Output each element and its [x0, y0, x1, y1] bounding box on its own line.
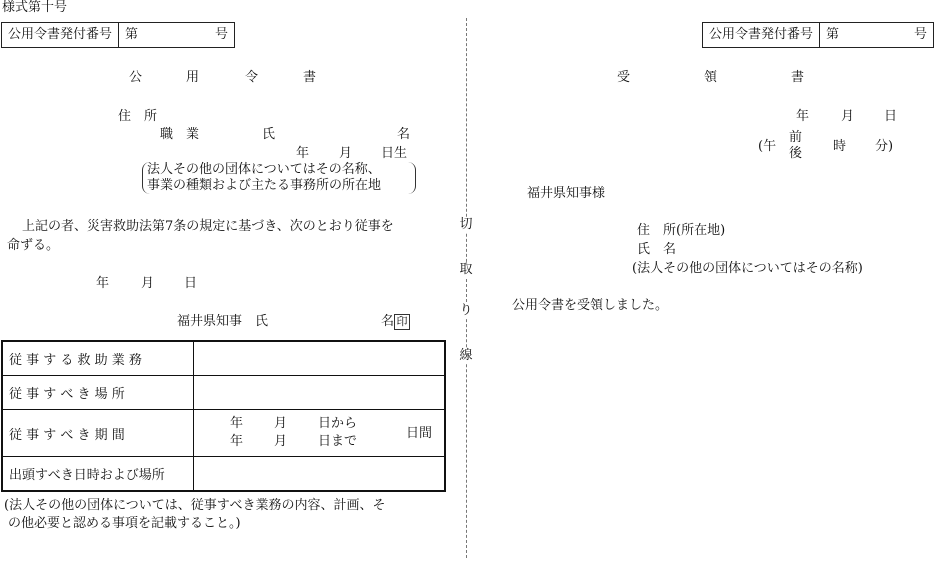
time-zen: 前	[789, 130, 803, 145]
duty-period-value	[194, 410, 446, 457]
left-title-char-4: 書	[303, 70, 317, 85]
address-label: 住 所	[118, 109, 158, 124]
left-title-char-3: 令	[245, 70, 259, 85]
period-from-month: 月	[274, 416, 288, 431]
cut-line	[466, 18, 467, 558]
table-row	[2, 457, 445, 492]
report-time-place-label: 出頭すべき日時および場所	[2, 457, 194, 492]
table-row	[2, 376, 445, 410]
table-row	[2, 341, 445, 376]
issue-go: 号	[913, 27, 927, 42]
receipt-date-year: 年	[796, 109, 810, 124]
corp-note-bracket	[142, 162, 416, 194]
duty-place-label: 従 事 す べ き 場 所	[2, 376, 194, 410]
period-days: 日間	[405, 426, 432, 441]
governor-mei-with-seal	[381, 314, 410, 330]
period-to-day: 日まで	[318, 434, 358, 449]
cutline-char-4: 線	[459, 348, 473, 363]
body-line-2: 命ずる。	[7, 238, 60, 253]
issue-number-field	[118, 23, 234, 47]
occupation-label: 職 業	[160, 127, 200, 142]
recipient-corp-note: (法人その他の団体についてはその名称)	[632, 261, 863, 276]
recipient-address: 住 所(所在地)	[637, 223, 726, 238]
duty-period-label: 従 事 す べ き 期 間	[2, 410, 194, 457]
issue-go: 号	[214, 27, 228, 42]
receipt-date-day: 日	[884, 109, 898, 124]
duty-table	[1, 340, 446, 492]
issue-number-field	[819, 23, 933, 47]
corp-note-line-2: 事業の種類および主たる事務所の所在地	[147, 178, 382, 193]
issue-date-year: 年	[96, 276, 110, 291]
time-hour: 時	[833, 139, 847, 154]
right-title-char-1: 受	[617, 70, 631, 85]
birth-year: 年	[296, 146, 310, 161]
period-from-day: 日から	[318, 416, 358, 431]
cutline-char-1: 切	[459, 217, 473, 232]
name-shi: 氏	[262, 127, 276, 142]
duty-task-value	[194, 341, 446, 376]
issue-number-label: 公用令書発付番号	[709, 27, 814, 42]
issue-dai: 第	[826, 27, 840, 42]
right-title-char-2: 領	[704, 70, 718, 85]
issue-date-day: 日	[184, 276, 198, 291]
footnote-line-1: (法人その他の団体については、従事すべき業務の内容、計画、そ	[4, 498, 386, 513]
addressee: 福井県知事様	[527, 186, 606, 201]
duty-place-value	[194, 376, 446, 410]
body-line-1: 上記の者、災害救助法第7条の規定に基づき、次のとおり従事を	[22, 219, 394, 234]
time-minute: 分)	[875, 139, 894, 154]
receipt-date-month: 月	[841, 109, 855, 124]
seal-mark: 印	[394, 314, 410, 330]
governor-mei: 名	[381, 314, 395, 329]
period-to-month: 月	[274, 434, 288, 449]
table-row	[2, 410, 445, 457]
issue-date-month: 月	[141, 276, 155, 291]
left-title-char-2: 用	[186, 70, 200, 85]
right-issue-number-box	[702, 22, 934, 48]
period-from-year: 年	[230, 416, 244, 431]
cutline-char-3: り	[459, 303, 473, 318]
report-time-place-value	[194, 457, 446, 492]
issue-dai: 第	[125, 27, 139, 42]
left-issue-number-box	[1, 22, 235, 48]
period-to-year: 年	[230, 434, 244, 449]
corp-note-line-1: 法人その他の団体についてはその名称、	[147, 162, 381, 177]
duty-task-label: 従 事 す る 救 助 業 務	[2, 341, 194, 376]
receipt-statement: 公用令書を受領しました。	[512, 298, 669, 313]
birth-day: 日生	[381, 146, 408, 161]
time-open: (午	[758, 139, 777, 154]
right-title-char-3: 書	[791, 70, 805, 85]
name-mei: 名	[397, 127, 411, 142]
left-title-char-1: 公	[129, 70, 143, 85]
issue-number-label: 公用令書発付番号	[8, 27, 113, 42]
cutline-char-2: 取	[459, 262, 473, 277]
governor-name: 福井県知事 氏	[177, 314, 269, 329]
footnote-line-2: の他必要と認める事項を記載すること。)	[8, 516, 241, 531]
form-number: 様式第十号	[2, 0, 68, 15]
birth-month: 月	[339, 146, 353, 161]
recipient-name: 氏 名	[637, 242, 677, 257]
time-go: 後	[789, 146, 803, 161]
